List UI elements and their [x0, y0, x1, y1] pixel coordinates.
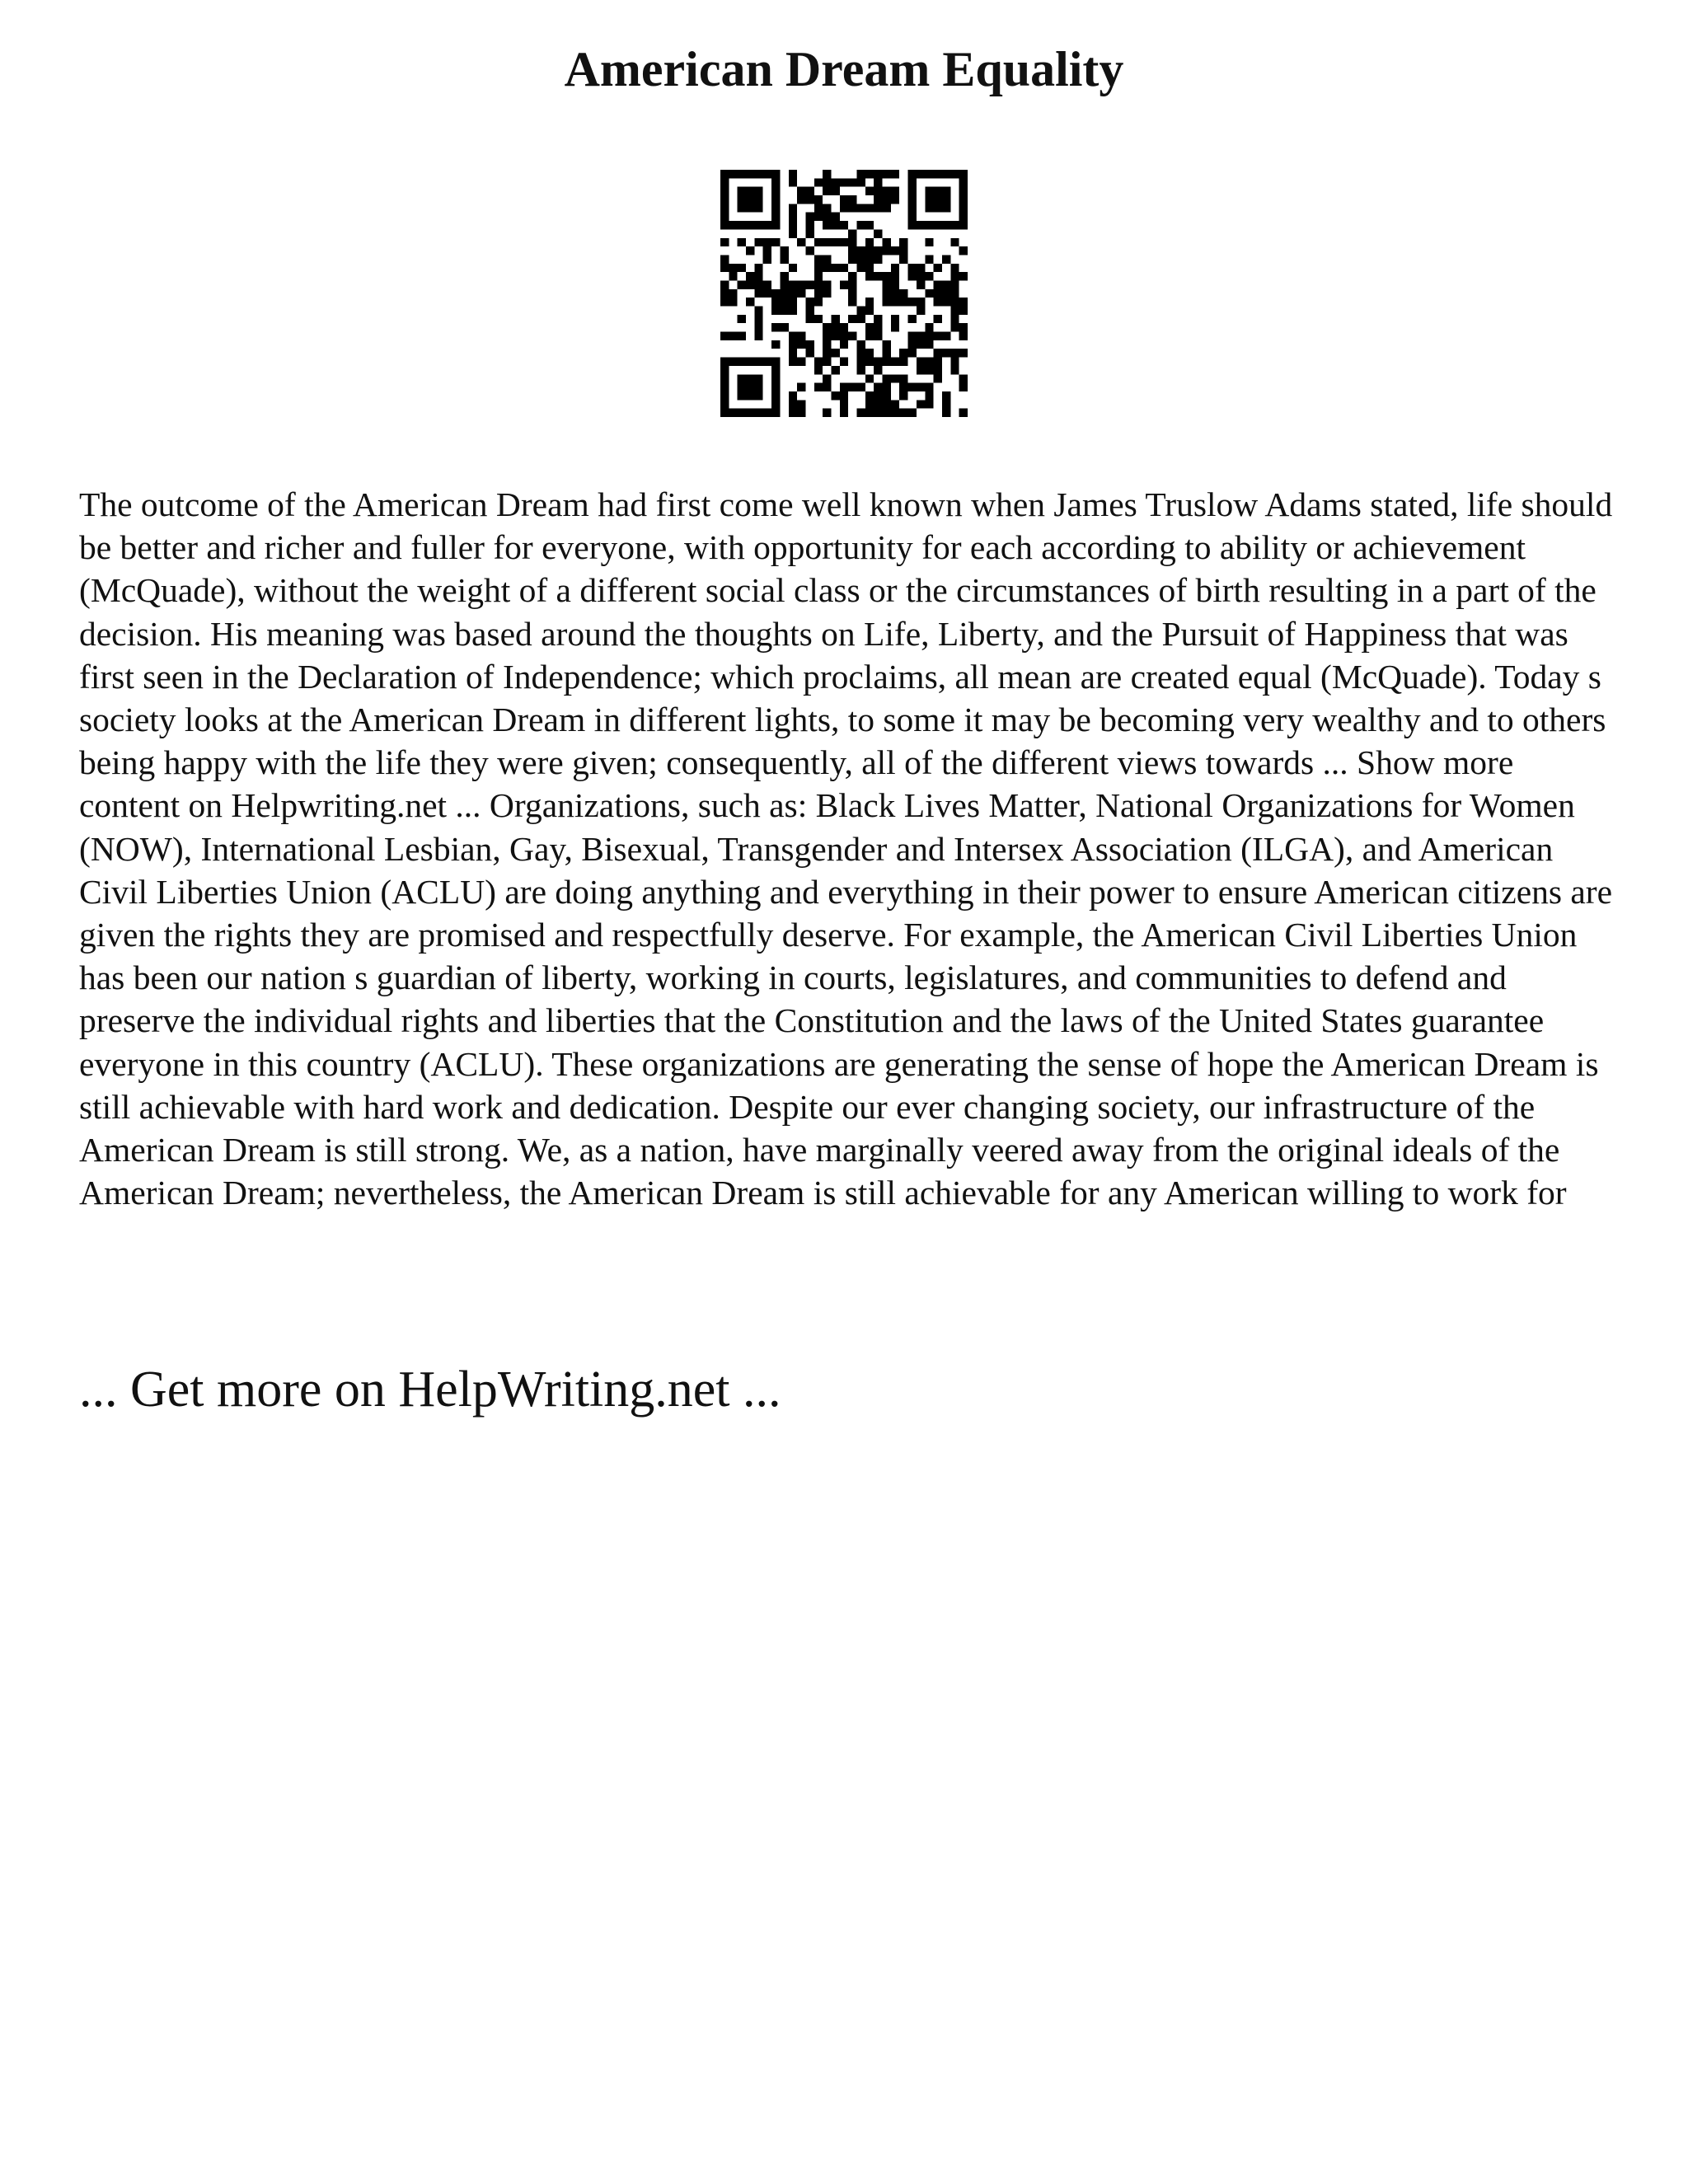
get-more-link[interactable]: ... Get more on HelpWriting.net ... — [79, 1361, 781, 1418]
body-paragraph: The outcome of the American Dream had first come well known when James Truslow Adams stated, life should be better and richer and fuller for everyone, with opportunity for each according to ability or achievement (McQuade), without the weight of a different social class or the circumstances of birth resulting in a part of the decision. His meaning was based around the thoughts on Life, Liberty, and the Pursuit of Happiness that was first seen in the Declaration of Independence; which proclaims, all mean are created equal (McQuade). Today s society looks at the American Dream in different lights, to some it may be becoming very wealthy and to others being happy with the life they were given; consequently, all of the different views towards ... Show more content on Helpwriting.net ... Organizations, such as: Black Lives Matter, National Organizations for Women (NOW), International Lesbian, Gay, Bisexual, Transgender and Intersex Association (ILGA), and American Civil Liberties Union (ACLU) are doing anything and everything in their power to ensure American citizens are given the rights they are promised and respectfully deserve. For example, the American Civil Liberties Union has been our nation s guardian of liberty, working in courts, legislatures, and communities to defend and preserve the individual rights and liberties that the Constitution and the laws of the United States guarantee everyone in this country (ACLU). These organizations are generating the sense of hope the American Dream is still achievable with hard work and dedication. Despite our ever changing society, our infrastructure of the American Dream is still strong. We, as a nation, have marginally veered away from the original ideals of the American Dream; nevertheless, the American Dream is still achievable for any American willing to work for — [79, 485, 1613, 1212]
qr-code[interactable] — [720, 170, 968, 417]
qr-code-image — [720, 170, 968, 417]
page-title: American Dream Equality — [564, 42, 1124, 96]
